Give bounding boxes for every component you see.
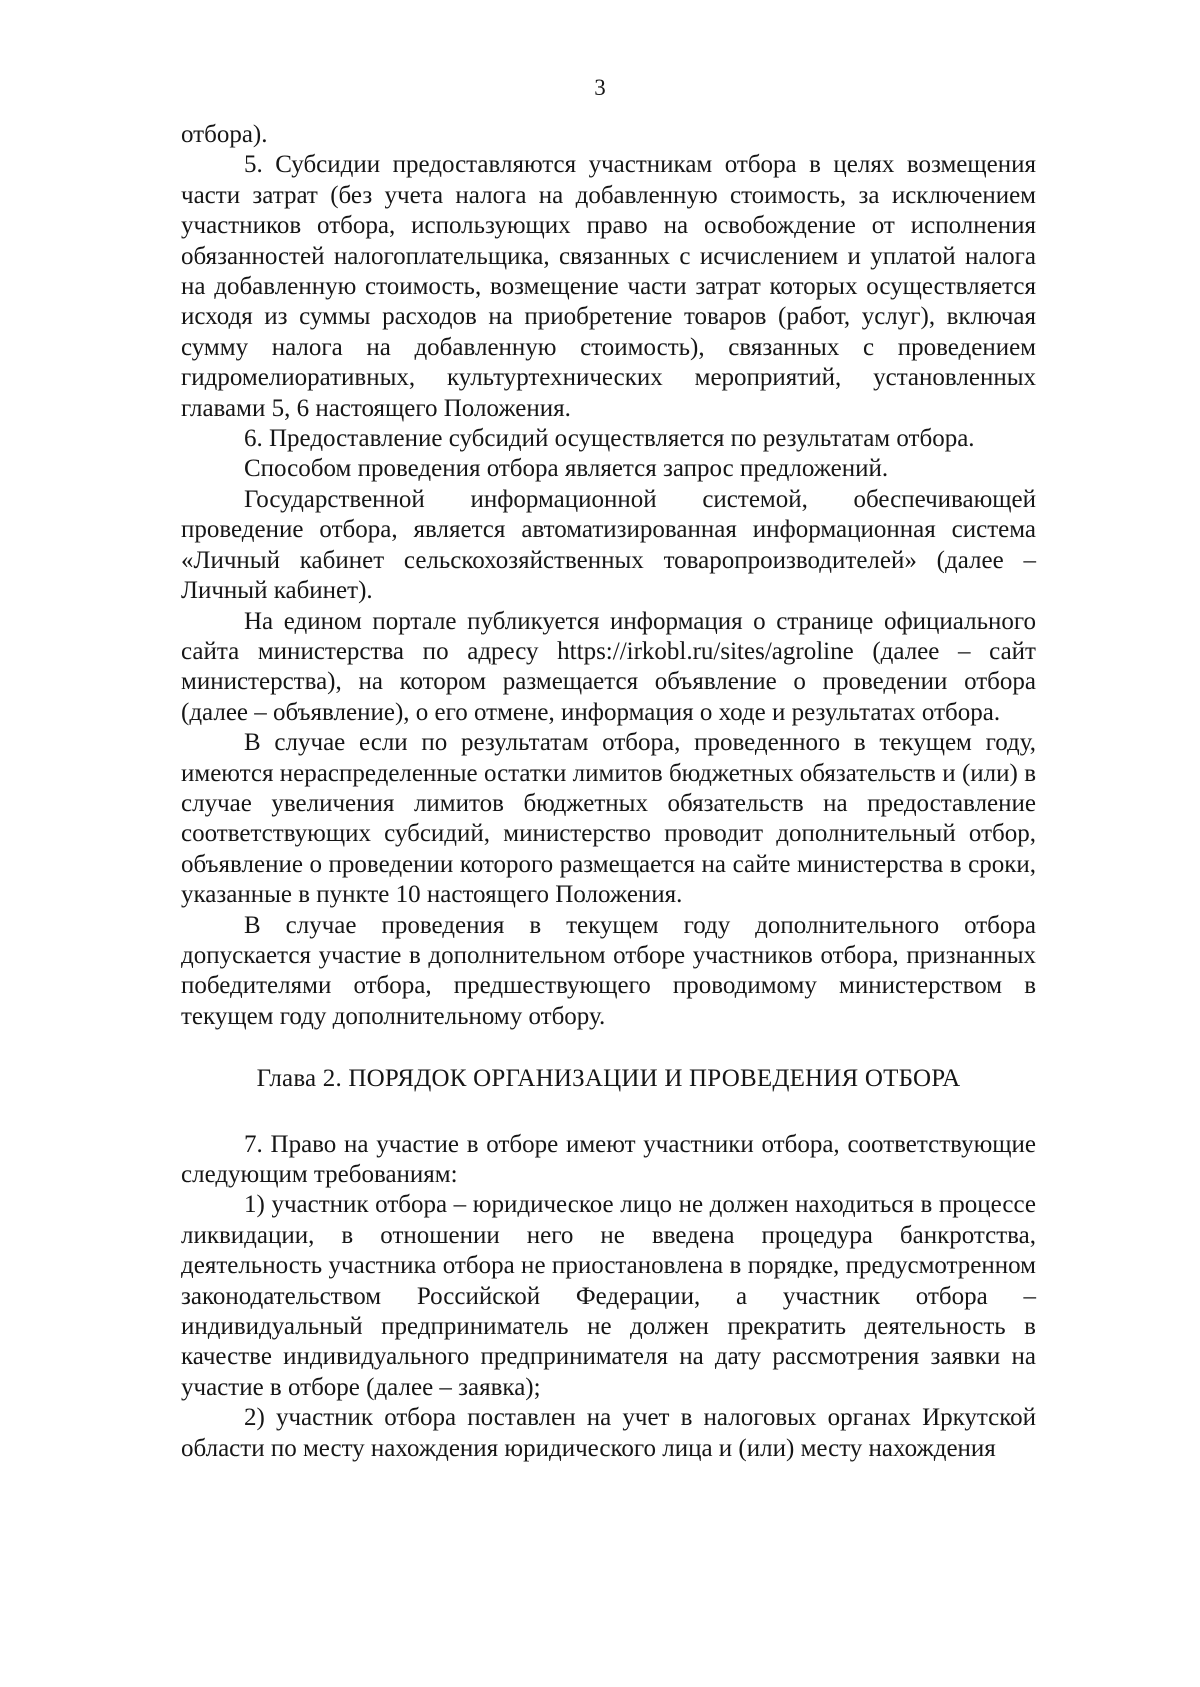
paragraph-selection-method: Способом проведения отбора является запрос предложений. — [244, 455, 889, 483]
paragraph-single-portal: На едином портале публикуется информация о странице официального сайта министерства по адресу https://irkobl.ru/sites/agroline (далее – сайт министерства), на котором размещается объявление о проведении отбора (далее – объявление), о его отмене, информация о ходе и результатах отбора. — [181, 607, 1036, 726]
document-body — [181, 120, 1036, 1464]
page-number: 3 — [594, 75, 606, 100]
paragraph-additional-selection: В случае если по результатам отбора, проведенного в текущем году, имеются нераспределенные остатки лимитов бюджетных обязательств и (или) в случае увеличения лимитов бюджетных обязательств на предоставление соответствующих субсидий, министерство проводит дополнительный отбор, объявление о проведении которого размещается на сайте министерства в сроки, указанные в пункте 10 настоящего Положения. — [181, 729, 1036, 909]
paragraph-continuation: отбора). — [181, 121, 268, 148]
paragraph-information-system: Государственной информационной системой, обеспечивающей проведение отбора, является автоматизированная информационная система «Личный кабинет сельскохозяйственных товаропроизводителей» (далее – Личный кабинет). — [181, 485, 1036, 605]
paragraph-additional-participation: В случае проведения в текущем году дополнительного отбора допускается участие в дополнительном отборе участников отбора, признанных победителями отбора, предшествующего проводимому министерством в текущем году дополнительному отбору. — [181, 911, 1036, 1030]
paragraph-item-7: 7. Право на участие в отборе имеют участники отбора, соответствующие следующим требованиям: — [181, 1130, 1036, 1188]
paragraph-item-5: 5. Субсидии предоставляются участникам отбора в целях возмещения части затрат (без учета налога на добавленную стоимость, за исключением участников отбора, использующих право на освобождение от исполнения обязанностей налогоплательщика, связанных с исчислением и уплатой налога на добавленную стоимость, возмещение части затрат которых осуществляется исходя из суммы расходов на приобретение товаров (работ, услуг), включая сумму налога на добавленную стоимость), связанных с проведением гидромелиоративных, культуртехнических мероприятий, установленных главами 5, 6 настоящего Положения. — [181, 151, 1036, 422]
chapter-heading: Глава 2. ПОРЯДОК ОРГАНИЗАЦИИ И ПРОВЕДЕНИЯ ОТБОРА — [256, 1065, 961, 1093]
paragraph-item-6: 6. Предоставление субсидий осуществляется по результатам отбора. — [244, 425, 975, 453]
paragraph-requirement-2: 2) участник отбора поставлен на учет в налоговых органах Иркутской области по месту нахождения юридического лица и (или) месту нахождения — [181, 1404, 1036, 1462]
paragraph-requirement-1: 1) участник отбора – юридическое лицо не должен находиться в процессе ликвидации, в отношении него не введена процедура банкротства, деятельность участника отбора не приостановлена в порядке, предусмотренном законодательством Российской Федерации, а участник отбора – индивидуальный предприниматель не должен прекратить деятельность в качестве индивидуального предпринимателя на дату рассмотрения заявки на участие в отборе (далее – заявка); — [181, 1191, 1036, 1401]
